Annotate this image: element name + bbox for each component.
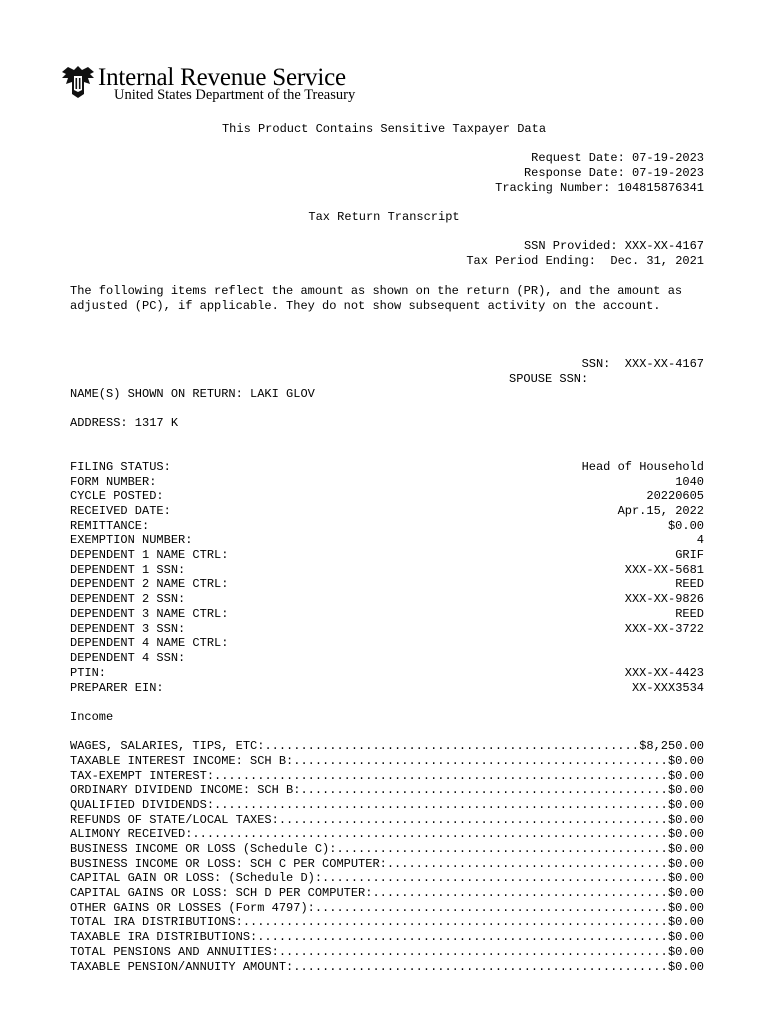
income-value: $0.00 bbox=[667, 798, 704, 812]
info-row bbox=[70, 681, 704, 696]
dot-leader bbox=[192, 827, 668, 842]
income-label: QUALIFIED DIVIDENDS: bbox=[70, 798, 215, 812]
income-row bbox=[70, 783, 704, 798]
info-label: PTIN: bbox=[70, 666, 107, 680]
info-row bbox=[70, 519, 704, 534]
response-date: Response Date: 07-19-2023 bbox=[523, 166, 704, 180]
dot-leader bbox=[293, 960, 668, 975]
income-value: $0.00 bbox=[667, 945, 704, 959]
income-label: TAXABLE PENSION/ANNUITY AMOUNT: bbox=[70, 960, 294, 974]
income-label: TAX-EXEMPT INTEREST: bbox=[70, 769, 215, 783]
info-row bbox=[70, 504, 704, 519]
info-label: EXEMPTION NUMBER: bbox=[70, 533, 193, 547]
income-label: TAXABLE IRA DISTRIBUTIONS: bbox=[70, 930, 258, 944]
dot-leader bbox=[243, 915, 668, 930]
dot-leader bbox=[279, 945, 668, 960]
income-row bbox=[70, 945, 704, 960]
irs-eagle-icon bbox=[60, 64, 96, 100]
tracking-number: Tracking Number: 104815876341 bbox=[495, 181, 704, 195]
income-row bbox=[70, 827, 704, 842]
info-value: XXX-XX-3722 bbox=[624, 622, 704, 636]
income-value: $0.00 bbox=[667, 769, 704, 783]
info-row bbox=[70, 548, 704, 563]
income-row bbox=[70, 798, 704, 813]
info-value: REED bbox=[675, 607, 704, 621]
info-row bbox=[70, 636, 704, 651]
income-label: ALIMONY RECEIVED: bbox=[70, 827, 193, 841]
income-row bbox=[70, 754, 704, 769]
info-value: $0.00 bbox=[667, 519, 704, 533]
income-row bbox=[70, 930, 704, 945]
income-row bbox=[70, 871, 704, 886]
info-label: FORM NUMBER: bbox=[70, 475, 157, 489]
info-label: PREPARER EIN: bbox=[70, 681, 164, 695]
income-value: $0.00 bbox=[667, 886, 704, 900]
income-label: CAPITAL GAINS OR LOSS: SCH D PER COMPUTER: bbox=[70, 886, 373, 900]
info-label: FILING STATUS: bbox=[70, 460, 171, 474]
info-row bbox=[70, 651, 704, 666]
info-value: XXX-XX-9826 bbox=[624, 592, 704, 606]
org-name: Internal Revenue Service bbox=[98, 64, 346, 91]
income-value: $0.00 bbox=[667, 871, 704, 885]
income-value: $0.00 bbox=[667, 754, 704, 768]
income-value: $0.00 bbox=[667, 813, 704, 827]
info-row bbox=[70, 489, 704, 504]
address: ADDRESS: 1317 K bbox=[70, 416, 179, 430]
income-value: $0.00 bbox=[667, 827, 704, 841]
info-value: GRIF bbox=[675, 548, 704, 562]
dot-leader bbox=[336, 842, 668, 857]
info-row bbox=[70, 592, 704, 607]
info-label: DEPENDENT 2 SSN: bbox=[70, 592, 186, 606]
income-label: WAGES, SALARIES, TIPS, ETC: bbox=[70, 739, 265, 753]
dot-leader bbox=[300, 783, 668, 798]
income-row bbox=[70, 769, 704, 784]
income-label: OTHER GAINS OR LOSSES (Form 4797): bbox=[70, 901, 315, 915]
info-row bbox=[70, 460, 704, 475]
income-value: $0.00 bbox=[667, 842, 704, 856]
info-row bbox=[70, 533, 704, 548]
income-row bbox=[70, 842, 704, 857]
income-row bbox=[70, 886, 704, 901]
names-on-return: NAME(S) SHOWN ON RETURN: LAKI GLOV bbox=[70, 387, 315, 401]
sensitive-data-notice: This Product Contains Sensitive Taxpayer Data bbox=[221, 122, 547, 136]
info-row bbox=[70, 622, 704, 637]
info-row bbox=[70, 607, 704, 622]
income-label: TOTAL IRA DISTRIBUTIONS: bbox=[70, 915, 243, 929]
income-row bbox=[70, 813, 704, 828]
info-row bbox=[70, 475, 704, 490]
document-title: Tax Return Transcript bbox=[308, 210, 460, 224]
income-heading: Income bbox=[70, 710, 114, 724]
income-label: REFUNDS OF STATE/LOCAL TAXES: bbox=[70, 813, 279, 827]
info-row bbox=[70, 666, 704, 681]
info-value: 20220605 bbox=[646, 489, 704, 503]
dot-leader bbox=[315, 901, 668, 916]
info-label: DEPENDENT 1 SSN: bbox=[70, 563, 186, 577]
info-value: 4 bbox=[696, 533, 704, 547]
info-value: 1040 bbox=[675, 475, 704, 489]
info-value: Head of Household bbox=[581, 460, 704, 474]
dot-leader bbox=[387, 857, 668, 872]
income-value: $0.00 bbox=[667, 783, 704, 797]
request-date: Request Date: 07-19-2023 bbox=[531, 151, 704, 165]
income-label: BUSINESS INCOME OR LOSS: SCH C PER COMPUTER: bbox=[70, 857, 387, 871]
info-row bbox=[70, 563, 704, 578]
info-row bbox=[70, 577, 704, 592]
info-value: REED bbox=[675, 577, 704, 591]
income-value: $0.00 bbox=[667, 857, 704, 871]
info-label: DEPENDENT 3 NAME CTRL: bbox=[70, 607, 229, 621]
income-value: $8,250.00 bbox=[639, 739, 704, 753]
taxpayer-ssn: SSN: XXX-XX-4167 bbox=[581, 357, 704, 371]
dot-leader bbox=[322, 871, 668, 886]
info-label: RECEIVED DATE: bbox=[70, 504, 171, 518]
dot-leader bbox=[372, 886, 668, 901]
department-name: United States Department of the Treasury bbox=[114, 87, 356, 103]
income-label: CAPITAL GAIN OR LOSS: (Schedule D): bbox=[70, 871, 323, 885]
dot-leader bbox=[279, 813, 668, 828]
income-value: $0.00 bbox=[667, 915, 704, 929]
income-value: $0.00 bbox=[667, 901, 704, 915]
income-row bbox=[70, 960, 704, 975]
dot-leader bbox=[214, 769, 668, 784]
info-value: XXX-XX-4423 bbox=[624, 666, 704, 680]
income-row bbox=[70, 901, 704, 916]
info-label: REMITTANCE: bbox=[70, 519, 150, 533]
income-row bbox=[70, 739, 704, 754]
info-label: DEPENDENT 2 NAME CTRL: bbox=[70, 577, 229, 591]
ssn-provided: SSN Provided: XXX-XX-4167 bbox=[523, 239, 704, 253]
info-value: XX-XXX3534 bbox=[631, 681, 704, 695]
income-row bbox=[70, 857, 704, 872]
income-label: TAXABLE INTEREST INCOME: SCH B: bbox=[70, 754, 294, 768]
info-label: DEPENDENT 4 SSN: bbox=[70, 651, 186, 665]
intro-paragraph: The following items reflect the amount as shown on the return (PR), and the amount as adjusted (PC), if applicable. They do not show subsequent activity on the account. bbox=[70, 284, 683, 313]
spouse-ssn: SPOUSE SSN: bbox=[509, 372, 589, 386]
income-label: TOTAL PENSIONS AND ANNUITIES: bbox=[70, 945, 279, 959]
info-value: XXX-XX-5681 bbox=[624, 563, 704, 577]
dot-leader bbox=[214, 798, 668, 813]
tax-period-ending: Tax Period Ending: Dec. 31, 2021 bbox=[466, 254, 704, 268]
income-label: ORDINARY DIVIDEND INCOME: SCH B: bbox=[70, 783, 301, 797]
income-label: BUSINESS INCOME OR LOSS (Schedule C): bbox=[70, 842, 337, 856]
income-row bbox=[70, 915, 704, 930]
dot-leader bbox=[293, 754, 668, 769]
dot-leader bbox=[257, 930, 668, 945]
info-label: DEPENDENT 4 NAME CTRL: bbox=[70, 636, 229, 650]
dot-leader bbox=[264, 739, 639, 754]
info-value: Apr.15, 2022 bbox=[617, 504, 704, 518]
income-value: $0.00 bbox=[667, 930, 704, 944]
info-label: DEPENDENT 3 SSN: bbox=[70, 622, 186, 636]
income-value: $0.00 bbox=[667, 960, 704, 974]
info-label: CYCLE POSTED: bbox=[70, 489, 164, 503]
info-label: DEPENDENT 1 NAME CTRL: bbox=[70, 548, 229, 562]
